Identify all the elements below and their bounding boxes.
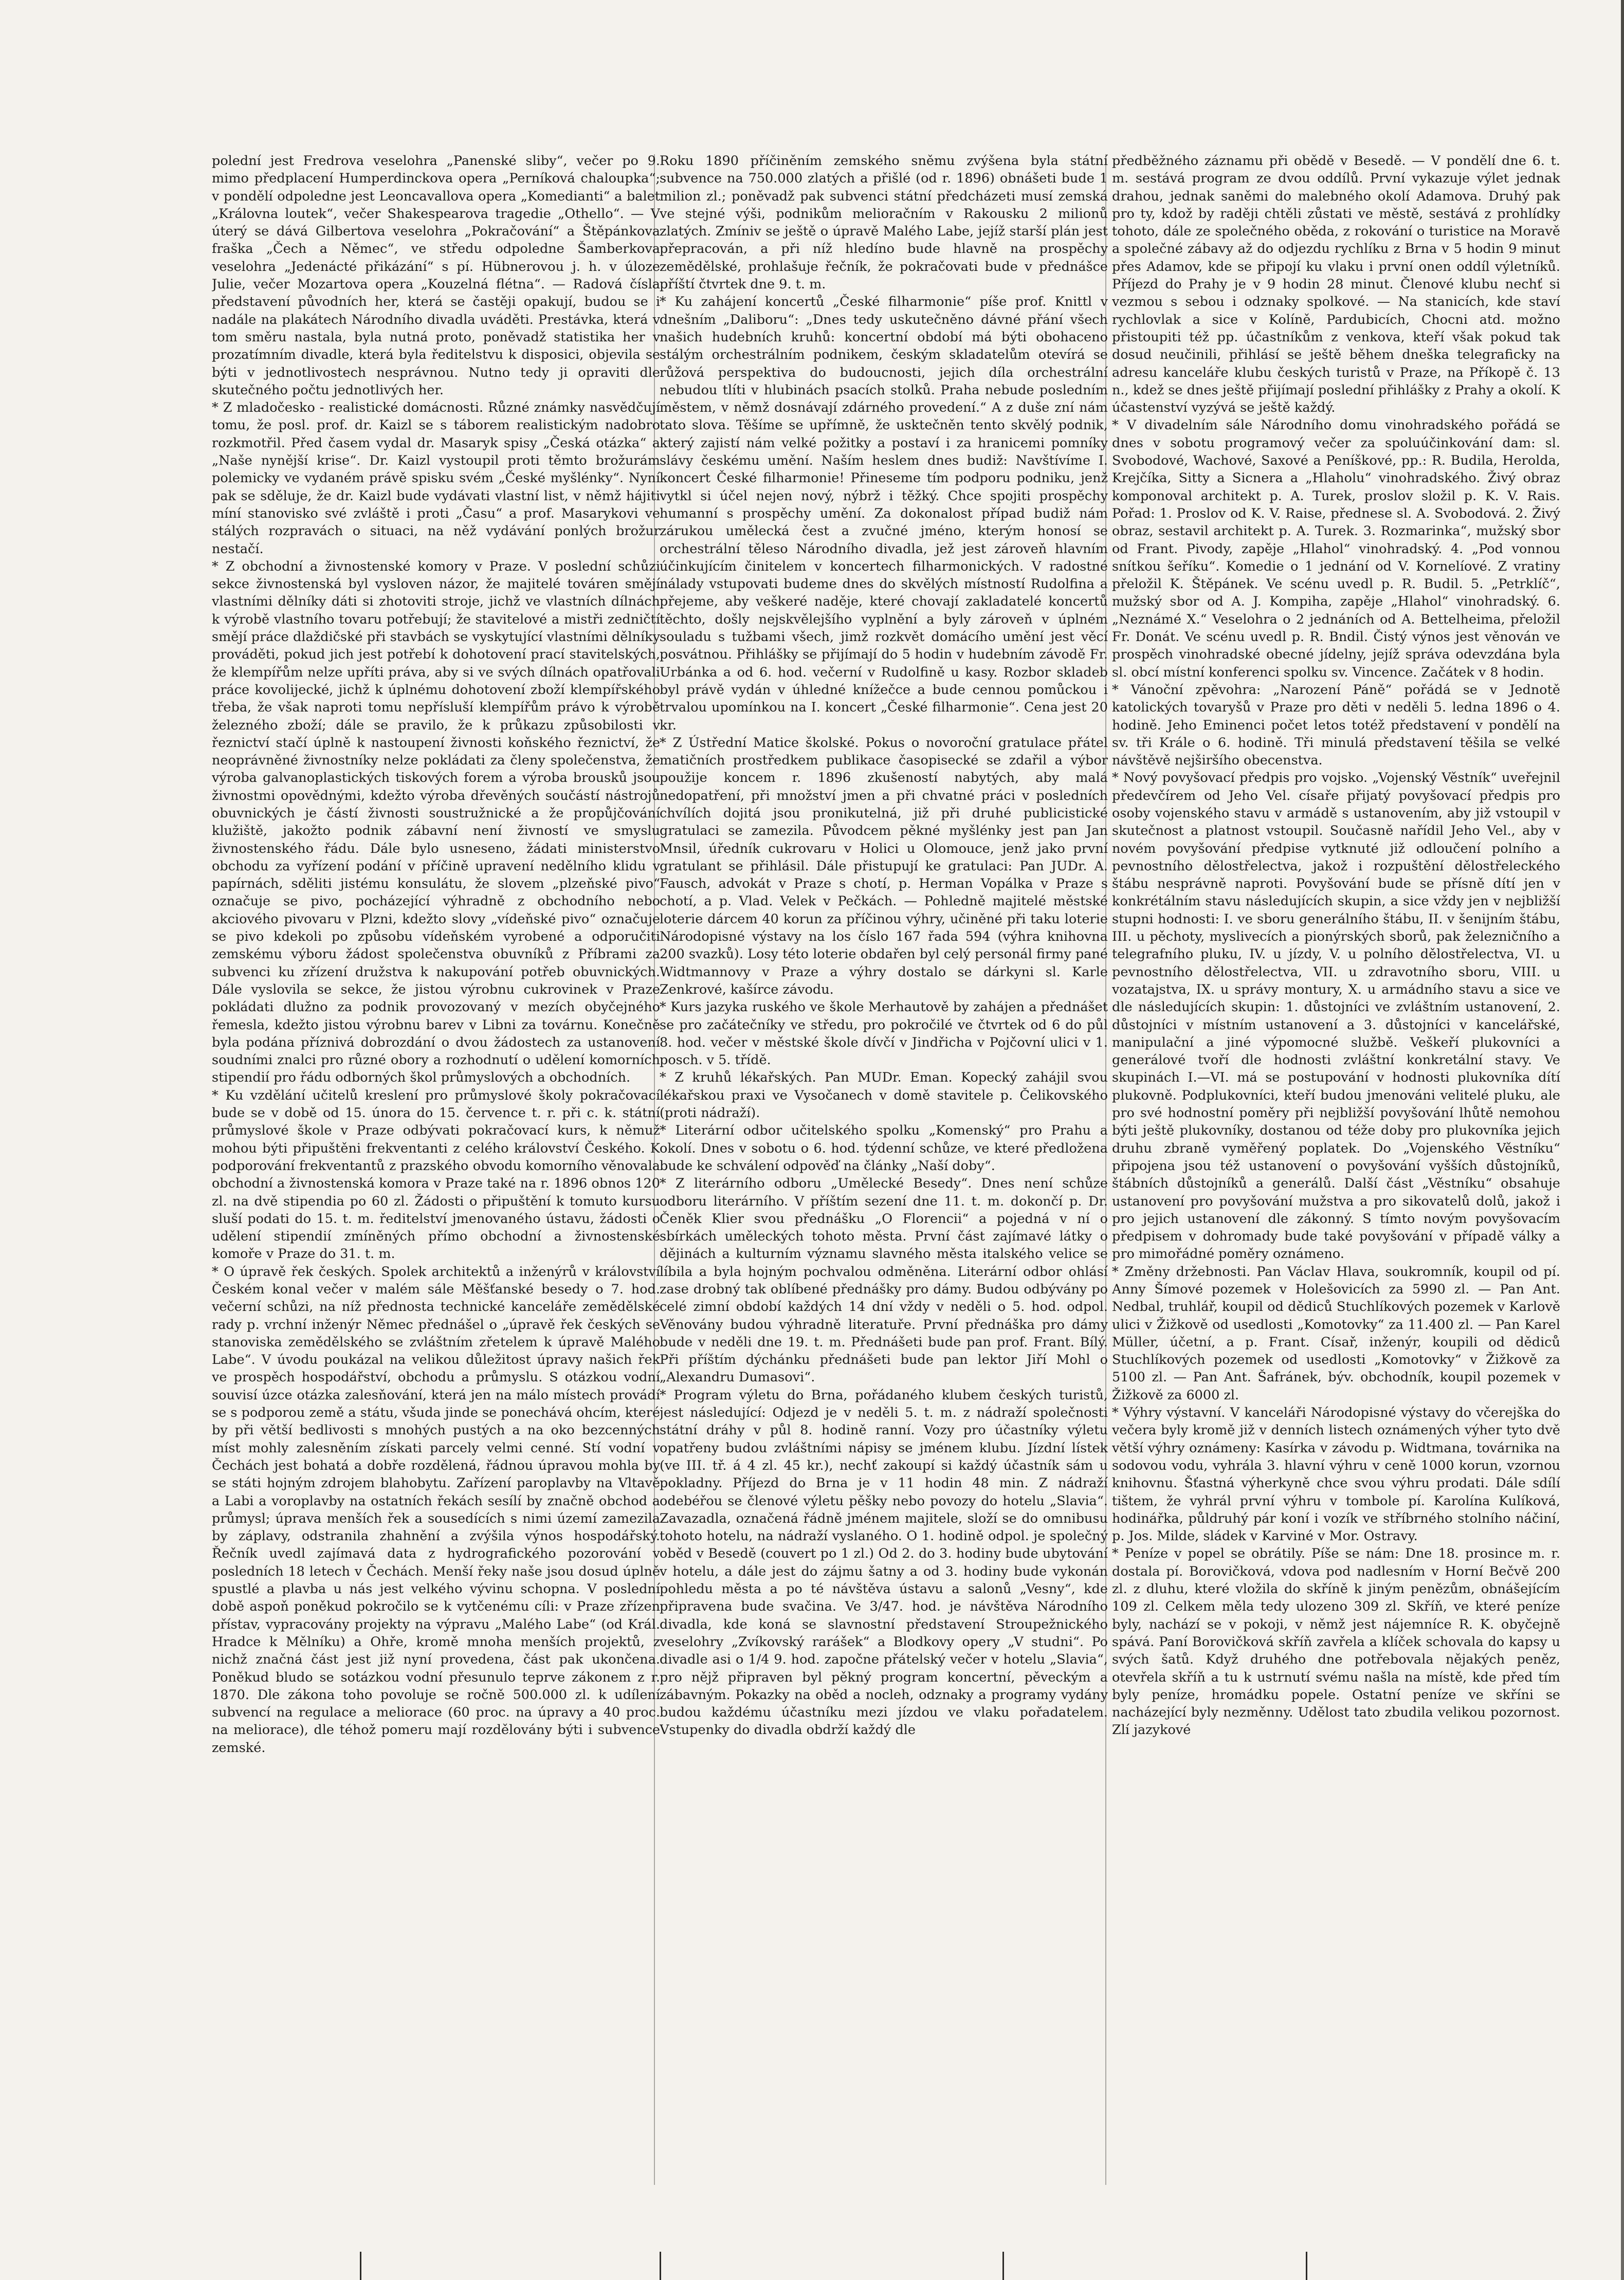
paragraph: * Z obchodní a živnostenské komory v Praze. V poslední schůzi sekce živnostenská byl vysloven názor, že majitelé továren smějí vlastními dělníky dáti si zhotoviti stroje, jichž ve vlastních dílnách k výrobě vlastního tovaru potřebují; že stavitelové a mistři zedničtí smějí práce dlaždičské při stavbách se vyskytující vlastními dělníky prováděti, pokud jich jest potřebí k dohotovení prací stavitelských, že klempířům nelze upříti práva, aby si ve svých dílnách opatřovali práce kovolijecké, jichž k úplnému dohotovení zboží klempířského třeba, že však naproti tomu nepřísluší klempířům právo k výrobě železného zboží; dále se pravilo, že k průkazu způsobilosti v řeznictví stačí úplně k nastoupení živnosti koňského řeznictví, že neoprávněné živnostníky nelze pokládati za členy společenstva, že výroba galvanoplastických tiskových forem a výroba brousků jsou živnostmi opovědnými, kdežto výroba dřevěných součástí nástrojů obuvnických je částí živnosti soustružnické a že propůjčování klužiště, jakožto podnik zábavní není živností ve smyslu živnostenského řádu. Dále bylo usneseno, žádati ministerstvo obchodu za vyřízení podání v příčině upravení nedělního klidu v papírnách, sděliti jistému konsulátu, že slovem „plzeňské pivo“ označuje se pivo, pocházející výhradně z obchodního nebo akciového pivovaru v Plzni, kdežto slovy „vídeňské pivo“ označuje se pivo kdekoli po způsobu vídeňském vyrobené a odporučiti zemskému výboru žádost společenstva obuvníků z Příbrami za subvenci ku zřízení družstva k nakupování potřeb obuvnických. Dále vyslovila se sekce, že jistou výrobnu cukrovinek v Praze pokládati dlužno za podnik provozovaný v mezích obyčejného řemesla, kdežto jistou výrobnu barev v Libni za továrnu. Konečně byla podána příznivá dobrozdání o dvou žádostech za ustanovení soudními znalci pro různé obory a rozhodnutí o udělení komorních stipendií pro řádu odborných škol průmyslových a obchodních. — [212, 558, 660, 1086]
paragraph: * Ku vzdělání učitelů kreslení pro průmyslové školy pokračovací bude se v době od 15. února do 15. července t. r. při c. k. státní průmyslové škole v Praze odbývati pokračovací kurs, k němuž mohou býti připuštěni frekventanti z celého království Českého. K podporování frekventantů z prazského obvodu komorního věnovala obchodní a živnostenská komora v Praze také na r. 1896 obnos 120 zl. na dvě stipendia po 60 zl. Žádosti o připuštění k tomuto kursu sluší podati do 15. t. m. ředitelství jmenovaného ústavu, žádosti o udělení stipendií zmíněných přímo obchodní a živnostenské komoře v Praze do 31. t. m. — [212, 1087, 660, 1262]
paragraph: * Vánoční zpěvohra: „Narození Páně“ pořádá se v Jednotě katolických tovaryšů v Praze pro děti v neděli 5. ledna 1896 o 4. hodině. Jeho Eminenci počet letos totéž představení v pondělí na sv. tři Krále o 6. hodině. Tři minulá představení těšila se velké návštěvě nejširšího obecenstva. — [1112, 682, 1560, 769]
text-column-2 — [660, 152, 1108, 2188]
paragraph: předběžného záznamu při obědě v Besedě. — V pondělí dne 6. t. m. sestává program ze dvou oddílů. První vykazuje výlet jednak drahou, jednak saněmi do malebného okolí Adamova. Druhý pak pro ty, kdož by raději chtěli zůstati ve městě, sestává z prohlídky tohoto, dále ze společného oběda, z rokování o turistice na Moravě a společné zábavy až do odjezdu rychlíku z Brna v 5 hodin 9 minut přes Adamov, kde se připojí ku vlaku i první onen oddíl výletníků. Příjezd do Prahy je v 9 hodin 28 minut. Členové klubu nechť si vezmou s sebou i odznaky spolkové. — Na stanicích, kde staví rychlovlak a sice v Kolíně, Pardubicích, Chocni atd. možno přistoupiti též pp. účastníkům z venkova, kteří však pokud tak dosud neučinili, přihlásí se ještě během dneška telegraficky na adresu kanceláře klubu českých turistů v Praze, na Příkopě č. 13 n., kdež se dnes ještě přijímají poslední přihlášky z Prahy a okolí. K účastenství vyzývá se ještě každý. — [1112, 153, 1560, 416]
text-column-1 — [212, 152, 660, 2188]
paragraph: * Z mladočesko - realistické domácnosti. Různé známky nasvědčují tomu, že posl. prof. dr. Kaizl se s táborem realistickým nadobro rozkmotřil. Před časem vydal dr. Masaryk spisy „Česká otázka“ a „Naše nynější krise“. Dr. Kaizl vystoupil proti těmto brožurám polemicky ve vydaném právě spisku svém „České myšlénky“. Nyní pak se sděluje, že dr. Kaizl bude vydávati vlastní list, v němž hájiti míní stanovisko své zvláště i proti „Času“ a prof. Masarykovi ve stálých rozpravách o situaci, na něž vydávání ponlých brožur nestačí. — [212, 400, 660, 557]
paragraph: * Program výletu do Brna, pořádaného klubem českých turistů, jest následující: Odjezd je v neděli 5. t. m. z nádraží společnosti státní dráhy v půl 8. hodině ranní. Vozy pro účastníky výletu opatřeny budou zvláštními nápisy se jménem klubu. Jízdní lístek (ve III. tř. á 4 zl. 45 kr.), nechť zakoupí si každý účastník sám u pokladny. Příjezd do Brna je v 11 hodin 48 min. Z nádraží odebéřou se členové výletu pěšky nebo povozy do hotelu „Slavia“. Zavazadla, označená řádně jménem majitele, složí se do omnibusu tohoto hotelu, na nádraží vyslaného. O 1. hodině odpol. je společný oběd v Besedě (couvert po 1 zl.) Od 2. do 3. hodiny bude ubytování v hotelu, a dále jest do zájmu šatny a od 3. hodiny bude vykonán pohledu města a po té návštěva ústavu a salonů „Vesny“, kde připravena bude svačina. Ve 3/47. hod. je návštěva Národního divadla, kde koná se slavnostní představení Stroupežnického veselohry „Zvíkovský rarášek“ a Blodkovy opery „V studni“. Po divadle asi o 1/4 9. hod. započne přátelský večer v hotelu „Slavia“, pro nějž připraven byl pěkný program koncertní, pěveckým a zábavným. Pokazky na oběd a nocleh, odznaky a programy vydány budou každému účastníku mezi jízdou ve vlaku pořadatelem. Vstupenky do divadla obdrží každý dle — [660, 1387, 1108, 1738]
paragraph: * Výhry výstavní. V kanceláři Národopisné výstavy do včerejška do večera byly kromě již v denních listech oznámených výher tyto dvě větší výhry oznámeny: Kasírka v závodu p. Widtmana, továrnika na sodovou vodu, vyhrála 3. hlavní výhru v ceně 1000 korun, vzornou knihovnu. Šťastná výherkyně chce svou výhru prodati. Dále sdílí tištem, že vyhrál první výhru v tombole pí. Karolína Kulíková, hodinářka, půldruhý pár koní i vozík ve stříbrného stolního náčiní, p. Jos. Milde, sládek v Karviné v Mor. Ostravy. — [1112, 1405, 1560, 1544]
paragraph: * Literární odbor učitelského spolku „Komenský“ pro Prahu a okolí. Dnes v sobotu o 6. hod. týdenní schůze, ve které předložena bude ke schválení odpověď na články „Naší doby“. — [660, 1123, 1108, 1174]
paragraph: * Změny držebnosti. Pan Václav Hlava, soukromník, koupil od pí. Anny Šímové pozemek v Holešovicích za 5990 zl. — Pan Ant. Nedbal, truhlář, koupil od dědiců Stuchlíkových pozemek v Karlově ulici v Žižkově od usedlosti „Komotovky“ za 11.400 zl. — Pan Karel Müller, účetní, a p. Frant. Císař, inženýr, koupili od dědiců Stuchlíkových pozemek od usedlosti „Komotovky“ v Žižkově za 5100 zl. — Pan Ant. Šafránek, býv. obchodník, koupil pozemek v Žižkově za 6000 zl. — [1112, 1264, 1560, 1403]
crop-mark — [1306, 2252, 1307, 2280]
paragraph: * Nový povyšovací předpis pro vojsko. „Vojenský Věstník“ uveřejnil předevčírem od Jeho Vel. císaře přijatý povyšovací předpis pro osoby vojenského stavu v armádě s ustanovením, aby již vstoupil v skutečnost a platnost vstoupil. Současně nařídil Jeho Vel., aby v novém povyšování předpise vytknuté již odloučení polního a pevnostního dělostřelectva, jakož i rozpuštění dělostřeleckého štábu nesprávně naproti. Povyšování bude se přísně dítí jen v konkrétálním stavu následujících skupin, a sice vždy jen v nejbližší stupni hodnosti: I. ve sboru generálního štábu, II. v šenijním štábu, III. u pěchoty, myslivecích a pionýrských sborů, pak železničního a telegrafního pluku, IV. u jízdy, V. u polního dělostřelectva, VI. u pevnostního dělostřelectva, VII. u zdravotního sboru, VIII. u vozatajstva, IX. u správy montury, X. u armádního stavu a sice ve dle následujících skupin: 1. důstojníci ve zvláštním ustanovení, 2. důstojníci v místním ustanovení a 3. důstojníci v kancelářské, manipulační a jiné výpomocné službě. Veškeří plukovníci a generálové tvoří dle hodnosti zvláštní konkretální stavy. Ve skupinách I.—VI. má se postupování v hodnosti plukovníka dítí plukovně. Podplukovníci, kteří budou jmenováni velitelé pluku, ale pro své hodnostní poměry při nejbližší povyšování lhůtě nemohou býti ještě plukovníky, dostanou od téže doby pro plukovníka jejich druhu zbraně vyměřený poplatek. Do „Vojenského Věstníku“ připojena jsou též ustanovení o povyšování vyšších důstojníků, štábních důstojníků a generálů. Další část „Věstníku“ obsahuje ustanovení pro povyšování mužstva a pro sikovatelů dolů, jakož i pro jejich ustanovení dle zákonný. S tímto novým povyšovacím předpisem v dohromady bude také povyšování v případě války a pro mimořádné poměry oznámeno. — [1112, 770, 1560, 1262]
paragraph: * V divadelním sále Národního domu vinohradského pořádá se dnes v sobotu programový večer za spoluúčinkování dam: sl. Svobodové, Wachové, Saxové a Peníškové, pp.: R. Budila, Herolda, Krejčíka, Sitty a Sicnera a „Hlaholu“ vinohradského. Živý obraz komponoval architekt p. A. Turek, proslov složil p. K. V. Rais. Pořad: 1. Proslov od K. V. Raise, přednese sl. A. Svobodová. 2. Živý obraz, sestavil architekt p. A. Turek. 3. Rozmarinka“, mužský sbor od Frant. Pivody, zapěje „Hlahol“ vinohradský. 4. „Pod vonnou snítkou šeříku“. Komedie o 1 jednání od V. Kornelíové. Z vratiny přeložil K. Štěpánek. Ve scénu uvedl p. R. Budil. 5. „Petrklíč“, mužský sbor od A. J. Kompiha, zapěje „Hlahol“ vinohradský. 6. „Neznámé X.“ Veselohra o 2 jednáních od A. Bettelheima, přeložil Fr. Donát. Ve scénu uvedl p. R. Bndil. Čistý výnos jest věnován ve prospěch vinohradské obecné jídelny, jejíž správa odevzdána byla sl. obcí místní konferenci spolku sv. Vincence. Začátek v 8 hodin. — [1112, 417, 1560, 680]
crop-mark — [660, 2252, 661, 2280]
crop-mark — [1002, 2252, 1004, 2280]
paragraph: * Kurs jazyka ruského ve škole Merhautově by zahájen a přednášet se pro začátečníky ve středu, pro pokročilé ve čtvrtek od 6 do půl 8. hod. večer v městské škole dívčí v Jindřicha v Pojčovní ulici v 1. posch. v 5. třídě. — [660, 999, 1108, 1068]
paragraph: * O úpravě řek českých. Spolek architektů a inženýrů v království Českém konal večer v malém sále Měšťanské besedy o 7. hod. večerní schůzi, na níž přednosta technické kanceláře zemědělské rady p. vrchní inženýr Němec přednášel o „úpravě řek českých se stanoviska zemědělského se zvláštním zřetelem k úpravě Malého Labe“. V úvodu poukázal na velikou důležitost úpravy našich řek ve prospěch hospodářství, obchodu a průmyslu. S otázkou vodní souvisí úzce otázka zalesňování, která jen na málo místech provádí se s podporou země a státu, všuda jinde se ponechává ohcím, které by při větší bedlivosti s mnohých pustých a na oko bezcenných míst mohly zalesněním získati parcely velmi cenné. Stí vodní v Čechách jest bohatá a dobře rozdělená, řádnou úpravou mohla by se státi hojným zdrojem blahobytu. Zařízení paroplavby na Vltavě a Labi a voroplavby na ostatních řekách sesílí by značně obchod a průmysl; úprava menších řek a sousedících s nimi území zamezila by záplavy, odstranila zhahnění a zvýšila výnos hospodářský. Řečník uvedl zajímavá data z hydrografického pozorování v posledních 18 letech v Čechách. Menší řeky naše jsou dosud úplně spustlé a plavba u nás jest velkého vývinu schopna. V poslední době aspoň poněkud pokročilo se k vytčenému cíli: v Praze zřízen přístav, vypracovány projekty na výpravu „Malého Labe“ (od Král. Hradce k Mělníku) a Ohře, kromě mnoha menších projektů, z nichž značná část jest již nyní provedena, část pak ukončena. Poněkud bludo se sotázkou vodní přesunulo teprve zákonem z r. 1870. Dle zákona toho povoluje se ročně 500.000 zl. k udílení subvencí na regulace a meliorace (60 proc. na úpravy a 40 proc. na meliorace), dle téhož pomeru mají rozdělovány býti i subvence zemské. — [212, 1264, 660, 1756]
paragraph: * Ku zahájení koncertů „České filharmonie“ píše prof. Knittl v dnešním „Daliboru“: „Dnes tedy uskutečněno dávné přání všech našich hudebních kruhů: koncertní období má býti obohaceno stálým orchestrálním podnikem, českým skladatelům otevírá se růžová perspektiva do budoucnosti, jejich díla orchestrální nebudou tlíti v hlubinách psacích stolků. Praha nebude posledním městem, v němž dosnávají zdárného provedení.“ A z duše zní nám tato slova. Těšíme se upřímně, že usktečněn tento skvělý podnik, který zajistí nám velké požitky a postaví i za hranicemi pomníky slávy českému umění. Naším heslem dnes budiž: Navštívíme I. koncert České filharmonie! Přineseme tím podporu podniku, jenž vytkl si účel nejen nový, nýbrž i těžký. Chce spojiti prospěchy humanní s prospěchy umění. Za dokonalost případ budiž nám zárukou umělecká čest a zvučné jméno, kterým honosí se orchestrální těleso Národního divadla, jež jest zároveň hlavním účinkujícím činitelem v koncertech filharmonických. V radostné nálady vstupovati budeme dnes do skvělých místností Rudolfina a přejeme, aby veškeré naděje, které chovají zakladatelé koncertů těchto, došly nejskvělejšího vyplnění a byly zároveň v úplném souladu s tužbami všech, jimž rozkvět domácího umění jest věcí posvátnou. Přihlášky se přijímají do 5 hodin v hudebním závodě Fr. Urbánka a od 6. hod. večerní v Rudolfině u kasy. Rozbor skladeb byl právě vydán v úhledné knížečce a bude cennou pomůckou i trvalou upomínkou na I. koncert „České filharmonie“. Cena jest 20 kr. — [660, 294, 1108, 733]
paragraph: * Peníze v popel se obrátily. Píše se nám: Dne 18. prosince m. r. dostala pí. Borovičková, vdova pod nadlesním v Horní Bečvě 200 zl. z dluhu, které vložila do skříně k jiným penězům, obnášejícím 109 zl. Celkem měla tedy ulozeno 309 zl. Skříň, ve které peníze byly, nachází se v pokoji, v němž jest nájemníce R. K. obyčejně spává. Paní Borovičková skříň zavřela a klíček schovala do kapsy u svých šatů. Když druhého dne potřebovala nějakých peněz, otevřela skříň a tu k ustrnutí svému našla na místě, kde před tím byly peníze, hromádku popele. Ostatní peníze ve skříni se nacházející byly nezměnny. Udělost tato zbudila velikou pozornost. Zlí jazykové — [1112, 1546, 1560, 1738]
text-column-3 — [1112, 152, 1560, 2188]
paragraph: Roku 1890 příčiněním zemského sněmu zvýšena byla státní subvence na 750.000 zlatých a přišlé (od r. 1896) obnášeti bude 1 milion zl.; poněvadž pak subvenci státní předcházeti musí zemská ve stejné výši, podnikům melioračním v Rakousku 2 milionů zlatých. Zmíniv se ještě o úpravě Malého Labe, jejíž starší plán jest přepracován, a při níž hledíno bude hlavně na prospěchy zemědělské, prohlašuje řečník, že pokračovati bude v přednášce příští čtvrtek dne 9. t. m. — [660, 153, 1108, 293]
paragraph: * Z kruhů lékařských. Pan MUDr. Eman. Kopecký zahájil svou lékařskou praxi ve Vysočanech v domě stavitele p. Čelikovského (proti nádraží). — [660, 1070, 1108, 1121]
crop-mark — [360, 2252, 361, 2280]
paragraph: polední jest Fredrova veselohra „Panenské sliby“, večer po 9. mimo předplacení Humperdinckova opera „Perníková chaloupka“; v pondělí odpoledne jest Leoncavallova opera „Komedianti“ a balet „Královna loutek“, večer Shakespearova tragedie „Othello“. — V úterý se dává Gilbertova veselohra „Pokračování“ a Štěpánkova fraška „Čech a Němec“, ve středu odpoledne Šamberkova veselohra „Jedenácté přikázání“ s pí. Hübnerovou j. h. v úloze Julie, večer Mozartova opera „Kouzelná flétna“. — Radová čísla představení původních her, která se častěji opakují, budou se i nadále na plakátech Národního divadla uváděti. Prestávka, která v tom směru nastala, byla nutná proto, poněvadž statistika her v prozatímním divadle, která byla ředitelstvu k disposici, objevila se býti v jednotlivostech nesprávnou. Nutno tedy ji opraviti dle skutečného počtu jednotlivých her. — [212, 153, 660, 398]
scan-edge — [1621, 0, 1624, 2280]
paragraph: * Z literárního odboru „Umělecké Besedy“. Dnes není schůze odboru literárního. V příštím sezení dne 11. t. m. dokončí p. Dr. Čeněk Klier svou přednášku „O Florencii“ a pojedná v ní o sbírkách uměleckých tohoto města. První část zajímavé látky o dějinách a kulturním významu slavného města italského velice se líbila a byla hojným pochvalou odměněna. Literární odbor ohlásí zase drobný tak oblíbené přednášky pro dámy. Budou odbývány po celé zimní období každých 14 dní vždy v neděli o 5. hod. odpol. Věnovány budou výhradně literatuře. První přednáška pro dámy bude v neděli dne 19. t. m. Přednášeti bude pan prof. Frant. Bílý. Při příštím dýchánku přednášeti bude pan lektor Jiří Mohl o „Alexandru Dumasovi“. — [660, 1176, 1108, 1385]
paragraph: * Z Ústřední Matice školské. Pokus o novoroční gratulace přátel matičních prostředkem publikace časopisecké se zdařil a výbor použije koncem r. 1896 zkušeností nabytých, aby malá nedopatření, při množství jmen a při chvatné práci v posledních chvílích dojitá jsou pronikutelná, již při druhé publicistické gratulaci se zamezila. Původcem pěkné myšlénky jest pan Jan Mnsil, úředník cukrovaru v Holici u Olomouce, jenž jako první gratulant se přihlásil. Dále přistupují ke gratulaci: Pan JUDr. A. Fausch, advokát v Praze s chotí, p. Herman Vopálka v Praze s chotí, a p. Vlad. Velek v Pečkách. — Pohledně majitelé městské loterie dárcem 40 korun za příčinou výhry, učiněné při taku loterie Národopisné výstavy na los číslo 167 řada 594 (výhra knihovna 200 svazků). Losy této loterie obdařen byl celý personál firmy pané Widtmannovy v Praze a výhry dostalo se dárkyni sl. Karle Zenkrové, kašírce závodu. — [660, 735, 1108, 997]
